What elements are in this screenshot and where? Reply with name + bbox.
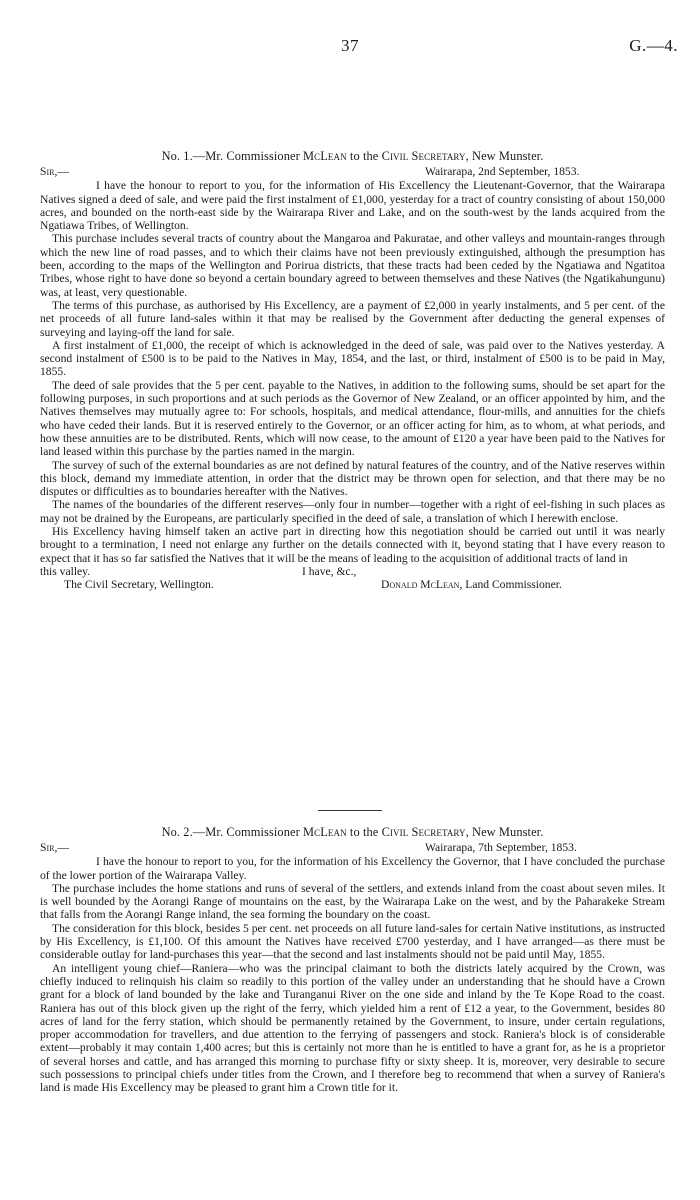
signature-row (40, 578, 665, 592)
heading-suffix: , New Munster. (465, 149, 544, 163)
paragraph: The names of the boundaries of the different reserves—only four in number—together with a right of eel-fishing in such places as may not be drained by the Europeans, are particularly specified in the deed of sale, a translation of which I herewith enclose. (40, 498, 665, 525)
paragraph: This purchase includes several tracts of country about the Mangaroa and Pakuratae, and other valleys and mountain-ranges through which the new line of road passes, and to which their claims have not been previously extinguished, although the presumption has been, according to the maps of the Wellington and Porirua districts, that these tracts had been ceded by the Ngatiawa and Ngatitoa Tribes, whose right to have done so beyond a certain boundary agreed to between themselves and these Natives (the Ngatikahungunu) was, at least, very questionable. (40, 232, 665, 299)
heading-mid: to the (346, 149, 382, 163)
heading-prefix: No. 2.—Mr. Commissioner (161, 825, 304, 839)
paragraph: The terms of this purchase, as authorised by His Excellency, are a payment of £2,000 in yearly instalments, and 5 per cent. of the net proceeds of all future land-sales within it that may be realised by the Government after deducting the general expenses of surveying and laying-off the land for sale. (40, 298, 665, 339)
heading-prefix: No. 1.—Mr. Commissioner (161, 149, 304, 163)
paragraph: The purchase includes the home stations and runs of several of the settlers, and extends inland from the coast about seven miles. It is well bounded by the Aorangi Range of mountains on the east, by the Wairarapa Lake on the west, and by the Paharakeke Stream that falls from the Aorangi Range inland, the sea forming the boundary on the coast. (40, 881, 665, 922)
letter-1 (40, 150, 665, 592)
dateline: Wairarapa, 2nd September, 1853. (425, 165, 580, 179)
heading-name: McLean (303, 149, 347, 163)
paragraph: An intelligent young chief—Raniera—who was the principal claimant to both the districts lately acquired by the Crown, was chiefly induced to relinquish his claim so readily to this portion of the valley under an understanding that he should have a Crown grant for a block of land bounded by the lake and Turanganui River on the one side and inland by the Te Kope Road to the coast. Raniera has out of this block given up the right of the ferry, which yielded him a rent of £12 a year, to the Government, besides 80 acres of land for the ferry station, which should be permanently retained by the Government, to insure, under certain regulations, proper accommodation for travellers, and due attention to the ferrying of passengers and stock. Raniera's block is of considerable extent—probably it may contain 1,400 acres; but this is certainly not more than he is entitled to have a grant for, as he is a proprietor of several horses and cattle, and has arranged this morning to purchase fifty or sixty sheep. It is, moreover, very desirable to secure such possessions to principal chiefs under titles from the Crown, and I therefore beg to recommend that when a survey of Raniera's land is made His Excellency may be pleased to grant him a Crown title for it. (40, 961, 665, 1095)
heading-recipient: Civil Secretary (381, 149, 466, 163)
paragraph: The survey of such of the external boundaries as are not defined by natural features of the country, and of the Native reserves within this block, demand my immediate attention, in order that the district may be thrown open for selection, and that there may be no disputes or difficulties as to boundaries hereafter with the Natives. (40, 458, 665, 499)
document-reference: G.—4. (629, 36, 678, 55)
salutation: Sir,— (40, 165, 69, 179)
paragraph: The consideration for this block, besides 5 per cent. net proceeds on all future land-sales for certain Native institutions, as instructed by His Excellency, is £1,100. Of this amount the Natives have received £700 yesterday, and I have arranged—as there must be considerable outlay for land-purchases this year—that the second and last instalments should not be paid until May, 1855. (40, 921, 665, 962)
letter-2-heading (40, 826, 665, 839)
signatory (381, 578, 562, 591)
paragraph: His Excellency having himself taken an active part in directing how this negotiation should be carried out until it was nearly brought to a termination, I need not enlarge any further on the details connected with it, beyond stating that I have every reason to expect that it has so far satisfied the Natives that it will be the means of leading to the acquisition of additional tracts of land in (40, 525, 665, 565)
paragraph: I have the honour to report to you, for the information of His Excellency the Lieutenant-Governor, that the Wairarapa Natives signed a deed of sale, and were paid the first instalment of £1,000, yesterday for a tract of country consisting of about 150,000 acres, and bounded on the north-east side by the Wairarapa River and Lake, and on the south-west by the lands acquired from the Ngatiawa Tribes, of Wellington. (40, 179, 665, 233)
paragraph: I have the honour to report to you, for the information of his Excellency the Governor, that I have concluded the purchase of the lower portion of the Wairarapa Valley. (40, 855, 665, 882)
letter-2 (40, 826, 665, 1095)
heading-name: McLean (303, 825, 347, 839)
dateline: Wairarapa, 7th September, 1853. (425, 841, 577, 855)
paragraph: The deed of sale provides that the 5 per cent. payable to the Natives, in addition to the following sums, should be set apart for the following purposes, in such proportions and at such periods as the Governor of New Zealand, or an officer appointed by him, and the Natives themselves may mutually agree to: For schools, hospitals, and medical attendance, flour-mills, and annuities for the chiefs who have ceded their lands. But it is reserved entirely to the Governor, or an officer acting for him, as to whom, at what periods, and how these annuities are to be distributed. Rents, which will now cease, to the amount of £120 a year have been paid to the Natives for land leased within this purchase by the parties named in the margin. (40, 378, 665, 459)
signatory-title: , Land Commissioner. (459, 577, 562, 591)
heading-suffix: , New Munster. (465, 825, 544, 839)
complimentary-close: I have, &c., (302, 564, 357, 578)
salutation-row (40, 165, 665, 179)
section-divider (318, 810, 382, 811)
page-number: 37 (341, 36, 359, 55)
closing-text: this valley. (40, 564, 91, 578)
closing-row (40, 565, 665, 578)
letter-1-heading (40, 150, 665, 163)
recipient-address: The Civil Secretary, Wellington. (64, 577, 214, 591)
signatory-name: Donald McLean (381, 577, 460, 591)
heading-mid: to the (346, 825, 382, 839)
heading-recipient: Civil Secretary (381, 825, 466, 839)
paragraph: A first instalment of £1,000, the receipt of which is acknowledged in the deed of sale, was paid over to the Natives yesterday. A second instalment of £500 is to be paid to the Natives in May, 1854, and the last, or third, instalment of £500 is to be paid in May, 1855. (40, 338, 665, 379)
salutation-row (40, 841, 665, 855)
salutation: Sir,— (40, 841, 69, 855)
